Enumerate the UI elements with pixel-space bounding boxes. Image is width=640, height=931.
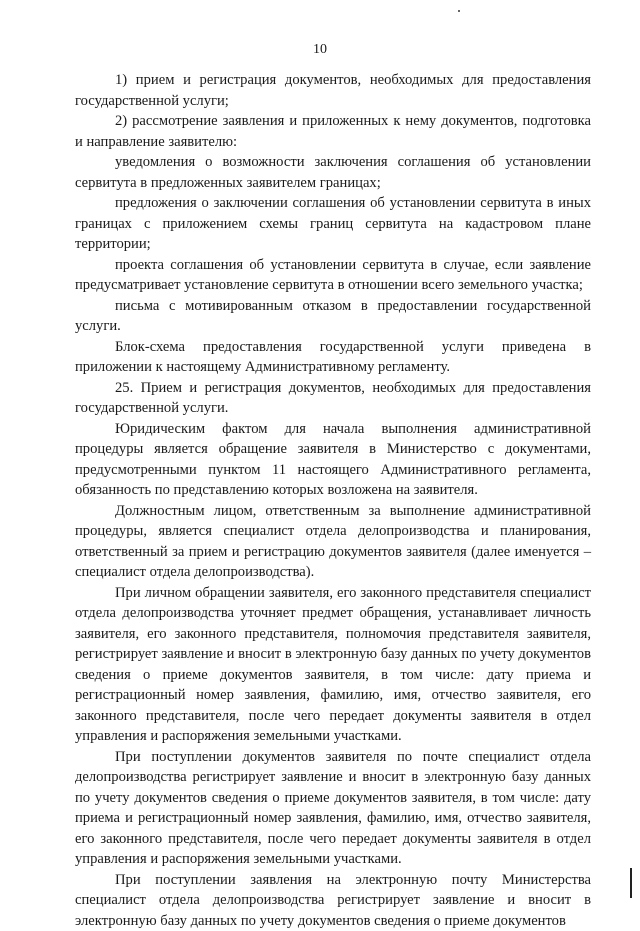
paragraph-proposal: предложения о заключении соглашения об установлении сервитута в иных границах с приложением схемы границ сервитута на кадастровом плане территории; [75,193,591,255]
paragraph-email: При поступлении заявления на электронную почту Министерства специалист отдела делопроизводства регистрирует заявление и вносит в электронную базу данных по учету документов сведения о приеме документов [75,870,591,931]
paragraph-official: Должностным лицом, ответственным за выполнение административной процедуры, является специалист отдела делопроизводства и планирования, ответственный за прием и регистрацию документов заявителя (далее именуется – специалист отдела делопроизводства). [75,501,591,583]
paragraph-item-1: 1) прием и регистрация документов, необходимых для предоставления государственной услуги; [75,70,591,111]
scan-speck [458,10,460,12]
paragraph-personal-appeal: При личном обращении заявителя, его законного представителя специалист отдела делопроизводства уточняет предмет обращения, устанавливает личность заявителя, его законного представителя, полномочия представителя заявителя, регистрирует заявление и вносит в электронную базу данных по учету документов сведения о приеме документов заявителя, в том числе: дату приема и регистрационный номер заявления, фамилию, имя, отчество заявителя, его законного представителя, после чего передает документы заявителя в отдел управления и распоряжения земельными участками. [75,583,591,747]
paragraph-legal-fact: Юридическим фактом для начала выполнения административной процедуры является обращение заявителя в Министерство с документами, предусмотренными пунктом 11 настоящего Административного регламента, обязанность по представлению которых возложена на заявителя. [75,419,591,501]
paragraph-draft-agreement: проекта соглашения об установлении сервитута в случае, если заявление предусматривает установление сервитута в отношении всего земельного участка; [75,255,591,296]
paragraph-notice: уведомления о возможности заключения соглашения об установлении сервитута в предложенных заявителем границах; [75,152,591,193]
paragraph-item-2: 2) рассмотрение заявления и приложенных к нему документов, подготовка и направление заявителю: [75,111,591,152]
document-body [75,70,591,931]
scan-edge-mark [630,868,632,898]
paragraph-flowchart: Блок-схема предоставления государственной услуги приведена в приложении к настоящему Административному регламенту. [75,337,591,378]
paragraph-section-25: 25. Прием и регистрация документов, необходимых для предоставления государственной услуги. [75,378,591,419]
paragraph-refusal-letter: письма с мотивированным отказом в предоставлении государственной услуги. [75,296,591,337]
page-number: 10 [0,42,640,58]
paragraph-postal: При поступлении документов заявителя по почте специалист отдела делопроизводства регистрирует заявление и вносит в электронную базу данных по учету документов сведения о приеме документов заявителя, в том числе: дату приема и регистрационный номер заявления, фамилию, имя, отчество заявителя, его законного представителя, после чего передает документы заявителя в отдел управления и распоряжения земельными участками. [75,747,591,870]
